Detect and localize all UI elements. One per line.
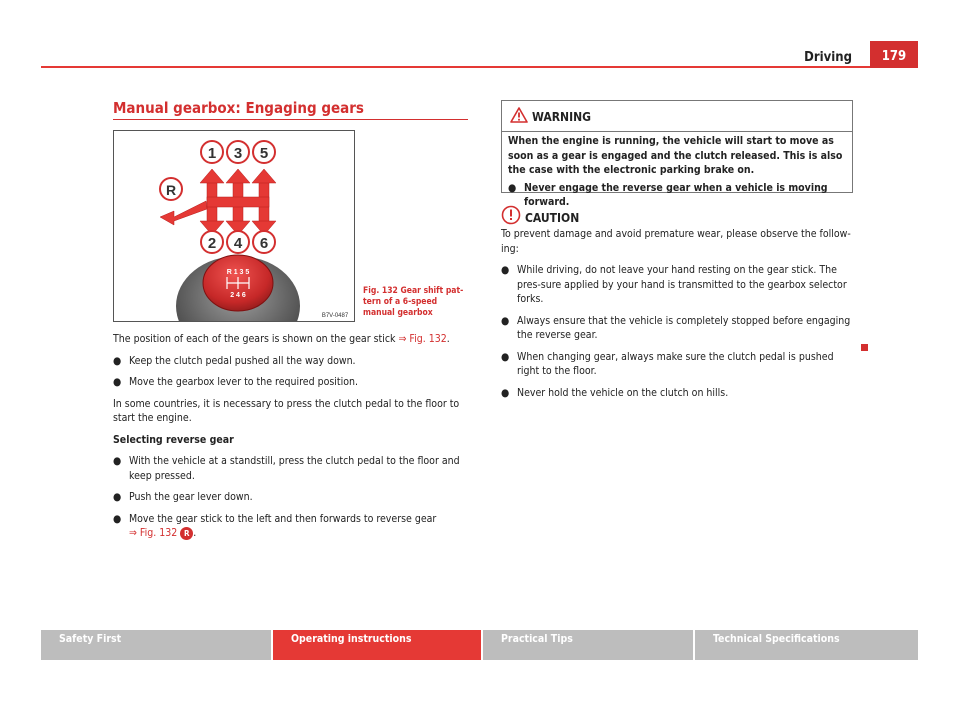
article-heading: Manual gearbox: Engaging gears — [113, 99, 364, 117]
warning-header — [502, 101, 852, 132]
gear-shift-illustration — [114, 131, 354, 321]
caution-exclamation-icon — [501, 205, 521, 225]
gear-label-2: 2 — [207, 235, 217, 252]
caution-intro: To prevent damage and avoid premature wear, please observe the follow-ing: — [501, 228, 851, 255]
list-item — [113, 354, 468, 369]
section-end-mark — [861, 344, 868, 351]
tab-operating-instructions[interactable]: Operating instructions — [273, 630, 481, 660]
figure-caption: Fig. 132 Gear shift pat-tern of a 6-speed manual gearbox — [363, 286, 464, 318]
warning-paragraph: When the engine is running, the vehicle will start to move as soon as a gear is engaged and the clutch released. This is also the case with the electronic parking brake on. — [508, 135, 843, 176]
list-item — [501, 263, 851, 307]
knob-bottom-label: 2 4 6 — [230, 292, 246, 299]
caution-body — [501, 227, 851, 407]
gear-shift-figure — [113, 130, 355, 322]
gear-label-6: 6 — [259, 235, 269, 252]
reverse-end: . — [193, 527, 197, 539]
bullet-icon: ● — [508, 181, 517, 194]
reverse-gear-heading: Selecting reverse gear — [113, 433, 234, 446]
section-title: Driving — [804, 50, 852, 65]
bullet-text: Always ensure that the vehicle is completely stopped before engaging the reverse gear. — [517, 314, 851, 341]
list-item — [113, 490, 468, 505]
knob-top-label: R 1 3 5 — [226, 269, 250, 276]
list-item — [113, 512, 468, 541]
warning-title: WARNING — [532, 110, 591, 124]
bullet-text: Keep the clutch pedal pushed all the way down. — [129, 354, 356, 367]
bullet-text: Push the gear lever down. — [129, 491, 253, 503]
intro-paragraph — [113, 332, 468, 347]
bullet-icon: ● — [501, 350, 510, 363]
bullet-text: While driving, do not leave your hand resting on the gear stick. The pres-sure applied by your hand is transmitted to the gearbox selector forks. — [517, 264, 847, 305]
bullet-icon: ● — [501, 314, 510, 327]
list-item — [501, 314, 851, 343]
figure-code: B7V-0487 — [321, 313, 349, 319]
gear-label-4: 4 — [233, 235, 243, 252]
heading-rule — [113, 119, 468, 120]
bullet-icon: ● — [501, 386, 510, 399]
reverse-bullet-text: Move the gear stick to the left and then forwards to reverse gear — [129, 512, 437, 525]
figure-link-reverse[interactable]: ⇒ Fig. 132 — [129, 527, 178, 539]
intro-end: . — [446, 333, 450, 345]
list-item — [501, 386, 851, 401]
bullet-icon: ● — [113, 491, 122, 503]
bullet-text: Never hold the vehicle on the clutch on hills. — [517, 386, 729, 399]
warning-triangle-icon — [510, 107, 528, 123]
header-rule — [41, 66, 918, 68]
bullet-text: Never engage the reverse gear when a vehicle is moving forward. — [524, 181, 828, 208]
footer-nav — [41, 630, 918, 660]
reverse-badge-icon: R — [180, 527, 193, 540]
bullet-icon: ● — [113, 455, 122, 467]
tab-practical-tips[interactable]: Practical Tips — [483, 630, 693, 660]
reverse-label: R — [165, 182, 177, 198]
caution-title: CAUTION — [525, 211, 580, 225]
list-item — [113, 375, 468, 390]
page-number: 179 — [870, 41, 918, 68]
figure-link[interactable]: ⇒ Fig. 132 — [398, 333, 447, 345]
intro-text: The position of each of the gears is shown on the gear stick — [113, 333, 399, 345]
start-engine-paragraph: In some countries, it is necessary to press the clutch pedal to the floor to start the engine. — [113, 397, 460, 424]
list-item — [113, 454, 468, 483]
left-body — [113, 332, 468, 548]
bullet-text: With the vehicle at a standstill, press the clutch pedal to the floor and keep pressed. — [129, 455, 460, 482]
gear-label-1: 1 — [207, 145, 217, 162]
bullet-icon: ● — [501, 264, 510, 276]
bullet-icon: ● — [113, 512, 122, 525]
gear-label-5: 5 — [259, 145, 269, 162]
tab-technical-specifications[interactable]: Technical Specifications — [695, 630, 918, 660]
list-item — [508, 181, 846, 210]
warning-box — [501, 100, 853, 208]
bullet-text — [129, 512, 436, 541]
bullet-icon: ● — [113, 376, 122, 388]
bullet-text: When changing gear, always make sure the clutch pedal is pushed right to the floor. — [517, 350, 834, 377]
bullet-icon: ● — [113, 354, 122, 367]
warning-body — [502, 132, 852, 210]
gear-label-3: 3 — [233, 145, 243, 162]
bullet-text: Move the gearbox lever to the required position. — [129, 376, 359, 388]
tab-safety-first[interactable]: Safety First — [41, 630, 271, 660]
list-item — [501, 350, 851, 379]
